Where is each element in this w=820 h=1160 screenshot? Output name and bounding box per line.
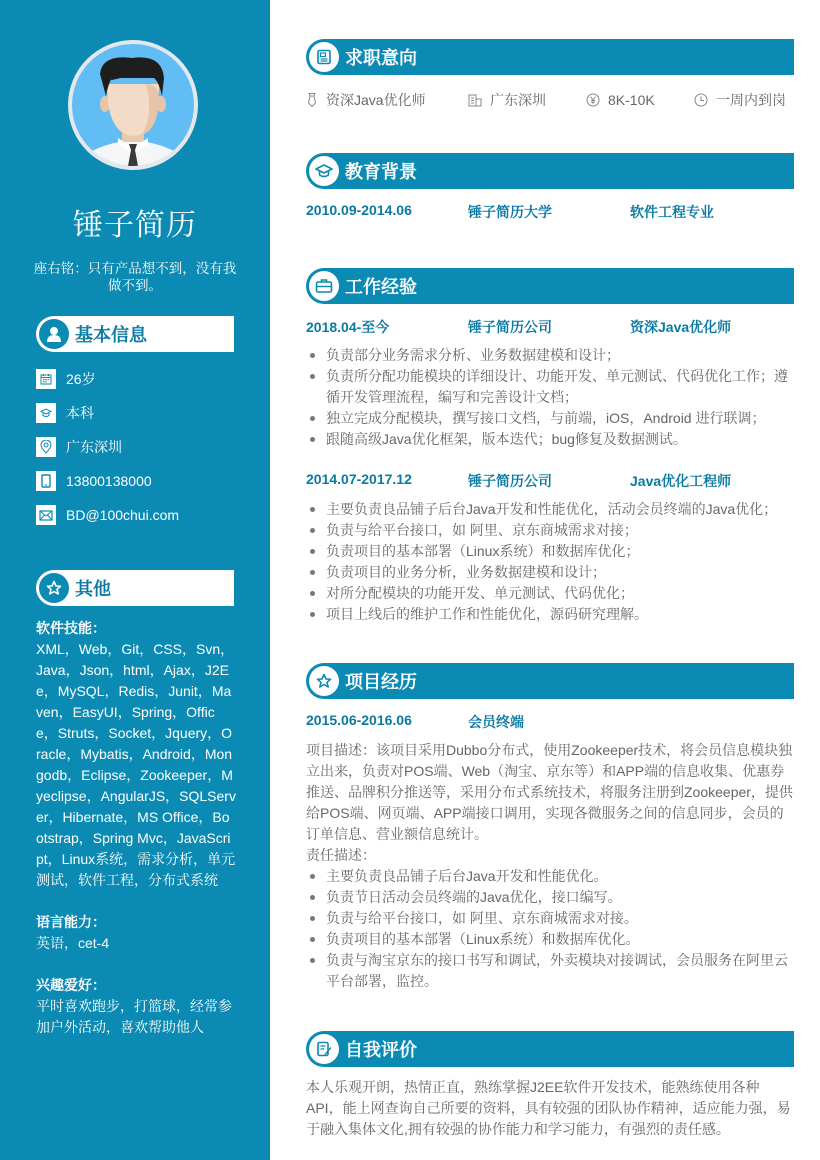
yen-icon [586, 93, 600, 107]
job-1-period: 2018.04-至今 [306, 319, 390, 335]
job-1-duties [306, 345, 794, 450]
project-responsibility: 主要负责良品铺子后台Java开发和性能优化。 [306, 866, 794, 887]
info-email-value[interactable]: BD@100chui.com [66, 507, 180, 523]
mail-icon [36, 505, 56, 525]
project-responsibility-label: 责任描述： [306, 847, 376, 863]
basic-info-title: 基本信息 [75, 325, 147, 345]
info-age-value: 26岁 [66, 371, 96, 387]
job-1-duty: 负责所分配功能模块的详细设计、功能开发、单元测试、代码优化工作；遵循开发管理流程，编写和完善设计文档； [306, 366, 794, 408]
job-1-position: 资深Java优化师 [630, 319, 732, 335]
projects-title: 项目经历 [345, 672, 417, 692]
basic-info-list [36, 362, 236, 532]
project-name: 会员终端 [468, 714, 524, 730]
job-2-company: 锤子简历公司 [468, 473, 552, 489]
calendar-icon [36, 369, 56, 389]
intent-position [306, 90, 468, 110]
intent-position-value: 资深Java优化师 [326, 92, 426, 108]
job-1-row [306, 317, 794, 337]
education-school: 锤子简历大学 [468, 204, 552, 220]
resume-icon [309, 42, 339, 72]
sidebar [0, 0, 270, 1160]
intent-availability [694, 90, 786, 110]
job-2-period: 2014.07-2017.12 [306, 471, 412, 487]
work-heading [306, 268, 794, 304]
briefcase-icon [309, 271, 339, 301]
info-email [36, 498, 236, 532]
intent-salary [586, 90, 694, 110]
intent-city [468, 90, 586, 110]
self-eval-title: 自我评价 [345, 1040, 417, 1060]
graduation-cap-icon [36, 403, 56, 423]
job-1-duty: 独立完成分配模块，撰写接口文档，与前端，iOS，Android 进行联调； [306, 408, 794, 429]
job-2-duty: 负责项目的基本部署（Linux系统）和数据库优化； [306, 541, 794, 562]
hobby-label: 兴趣爱好： [36, 977, 106, 993]
intent-city-value: 广东深圳 [490, 92, 546, 108]
info-location-value: 广东深圳 [66, 439, 122, 455]
job-2-row [306, 471, 794, 491]
info-phone [36, 464, 236, 498]
project-responsibilities [306, 866, 794, 992]
graduation-cap-icon [309, 156, 339, 186]
job-2-duty: 负责项目的业务分析，业务数据建模和设计； [306, 562, 794, 583]
job-2-duty: 项目上线后的维护工作和性能优化，源码研究理解。 [306, 604, 794, 625]
star-icon [39, 573, 69, 603]
language-label: 语言能力： [36, 914, 106, 930]
project-description: 项目描述：该项目采用Dubbo分布式，使用Zookeeper技术，将会员信息模块独立出来，负责对POS端、Web（淘宝、京东等）和APP端的信息收集、优惠券推送、品牌积分推送等，采用分布式系统技术，将服务注册到Zookeeper，提供给POS端、网页端、APP端接口调用，实现各微服务之间的信息同步，会员的订单信息、营业额信息统计。 [306, 742, 793, 842]
project-period: 2015.06-2016.06 [306, 712, 412, 728]
job-2-duty: 负责与给平台接口，如 阿里、京东商城需求对接； [306, 520, 794, 541]
education-period: 2010.09-2014.06 [306, 202, 412, 218]
job-intent-heading [306, 39, 794, 75]
info-age [36, 362, 236, 396]
location-pin-icon [36, 437, 56, 457]
education-heading [306, 153, 794, 189]
job-2-duty: 主要负责良品铺子后台Java开发和性能优化，活动会员终端的Java优化； [306, 499, 794, 520]
job-intent-title: 求职意向 [345, 48, 417, 68]
star-icon [309, 666, 339, 696]
info-phone-value[interactable]: 13800138000 [66, 473, 152, 489]
other-content [36, 618, 236, 1059]
candidate-name: 锤子简历 [73, 209, 197, 242]
clock-icon [694, 93, 708, 107]
hobby-text: 平时喜欢跑步，打篮球，经常参加户外活动，喜欢帮助他人 [36, 998, 232, 1035]
info-degree [36, 396, 236, 430]
phone-icon [36, 471, 56, 491]
self-eval-heading [306, 1031, 794, 1067]
job-2-position: Java优化工程师 [630, 473, 732, 489]
self-eval-text: 本人乐观开朗，热情正直，熟练掌握J2EE软件开发技术，能熟练使用各种API，能上网查询自己所要的资料，具有较强的团队协作精神，适应能力强，易于融入集体文化,拥有较强的协作能力和学习能力，有强烈的责任感。 [306, 1079, 791, 1137]
skills-block [36, 618, 236, 891]
user-icon [39, 319, 69, 349]
job-intent-row [306, 90, 794, 110]
job-1-company: 锤子简历公司 [468, 319, 552, 335]
education-major: 软件工程专业 [630, 204, 714, 220]
education-row [306, 202, 794, 222]
other-title: 其他 [75, 579, 111, 599]
job-2-duties [306, 499, 794, 625]
job-2-duty: 对所分配模块的功能开发、单元测试、代码优化； [306, 583, 794, 604]
project-responsibility: 负责项目的基本部署（Linux系统）和数据库优化。 [306, 929, 794, 950]
language-block [36, 912, 236, 954]
work-title: 工作经验 [345, 277, 417, 297]
skills-label: 软件技能： [36, 620, 106, 636]
edit-note-icon [309, 1034, 339, 1064]
avatar [68, 40, 198, 170]
hobby-block [36, 975, 236, 1038]
project-row [306, 712, 794, 732]
intent-availability-value: 一周内到岗 [716, 92, 786, 108]
project-responsibility: 负责与淘宝京东的接口书写和调试，外卖模块对接调试，会员服务在阿里云平台部署，监控。 [306, 950, 794, 992]
info-degree-value: 本科 [66, 405, 94, 421]
other-heading [36, 570, 234, 606]
intent-salary-value: 8K-10K [608, 92, 655, 108]
tie-icon [306, 92, 318, 108]
avatar-illustration [72, 44, 194, 166]
basic-info-heading [36, 316, 234, 352]
skills-text: XML，Web，Git，CSS，Svn，Java，Json，html，Ajax，J2Ee，MySQL，Redis，Junit，Maven，EasyUI，Spring，Office，Struts，Socket，Jquery，Oracle，Mybatis，Android，Mongodb，Eclipse，Zookeeper，Myeclipse，AngularJS，SQLServer，Hibernate，MS Office，Bootstrap，Spring Mvc，JavaScript，Linux系统，需求分析，单元测试，软件工程，分布式系统 [36, 641, 236, 888]
motto: 座右铭：只有产品想不到，没有我做不到。 [33, 261, 237, 293]
projects-heading [306, 663, 794, 699]
job-1-duty: 负责部分业务需求分析、业务数据建模和设计； [306, 345, 794, 366]
project-responsibility: 负责节日活动会员终端的Java优化，接口编写。 [306, 887, 794, 908]
building-icon [468, 93, 482, 107]
education-title: 教育背景 [345, 162, 417, 182]
language-text: 英语，cet-4 [36, 935, 110, 951]
job-1-duty: 跟随高级Java优化框架，版本迭代；bug修复及数据测试。 [306, 429, 794, 450]
project-responsibility: 负责与给平台接口，如 阿里、京东商城需求对接。 [306, 908, 794, 929]
info-location [36, 430, 236, 464]
